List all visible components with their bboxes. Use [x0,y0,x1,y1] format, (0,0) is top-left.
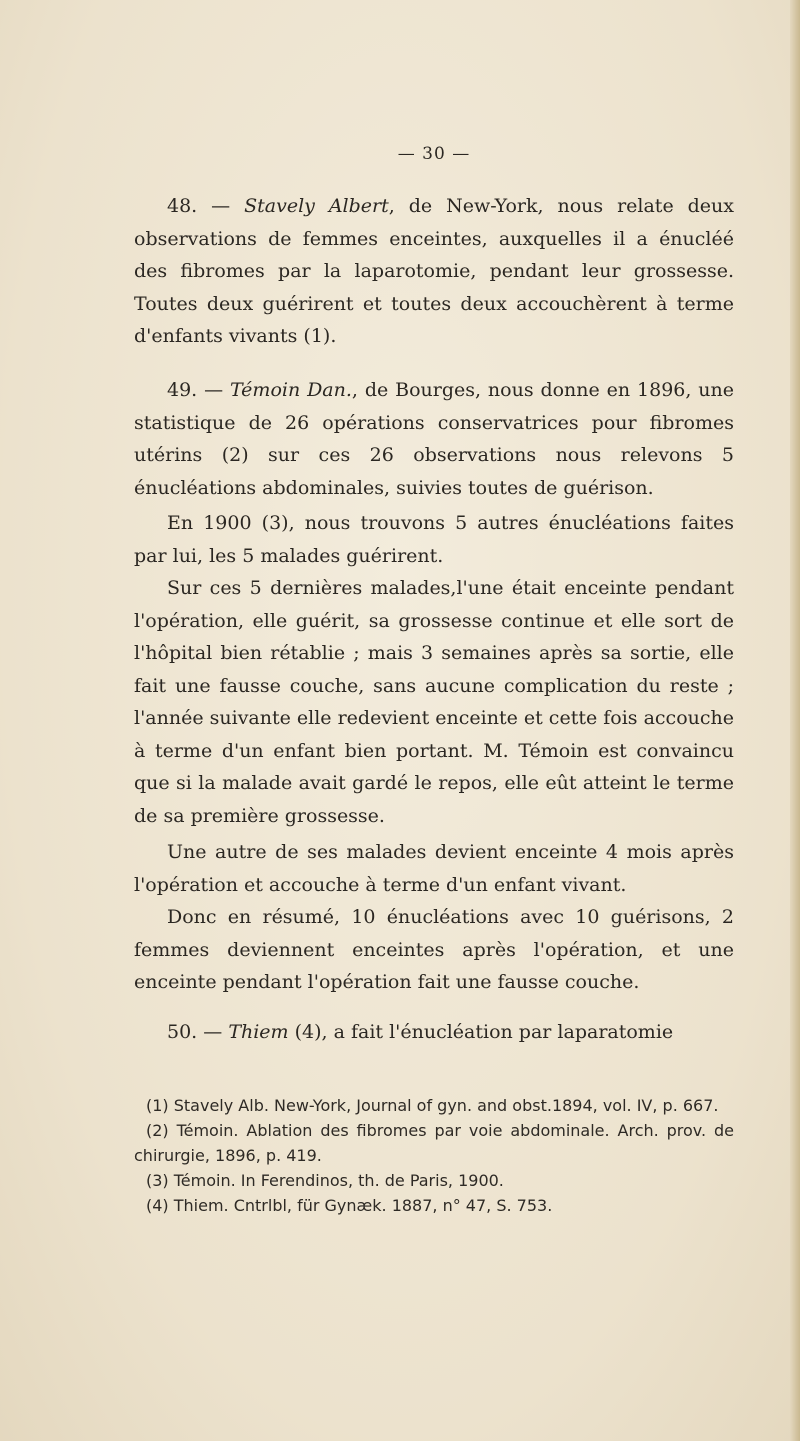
footnote-2: (2) Témoin. Ablation des fibromes par voie abdominale. Arch. prov. de chirurgie, 1896, p. 419. [134,1121,734,1165]
paragraph-49-b: En 1900 (3), nous trouvons 5 autres énucléations faites par lui, les 5 malades guérirent. [134,512,734,567]
footnotes [134,1093,734,1218]
footnote-1: (1) Stavely Alb. New-York, Journal of gyn. and obst.1894, vol. IV, p. 667. [146,1096,719,1115]
paragraph-49-d: Une autre de ses malades devient enceinte 4 mois après l'opération et accouche à terme d'un enfant vivant. [134,841,734,896]
author-name: Thiem [228,1021,289,1043]
entry-number: 50. — [167,1021,223,1043]
paragraph-49-c: Sur ces 5 dernières malades,l'une était enceinte pendant l'opération, elle guérit, sa grossesse continue et elle sort de l'hôpital bien rétablie ; mais 3 semaines après sa sortie, elle fait une fausse couche, sans aucune complication du reste ; l'année suivante elle redevient enceinte et cette fois accouche à terme d'un enfant bien portant. M. Témoin est convaincu que si la malade avait gardé le repos, elle eût atteint le terme de sa première grossesse. [134,577,734,827]
page-edge [790,0,800,1441]
entry-number: 49. — [167,379,224,401]
author-name: Témoin Dan. [229,379,352,401]
page-number: — 30 — [397,144,471,164]
paragraph-48 [134,190,734,353]
paragraph-text: (4), a fait l'énucléation par laparatomie [288,1021,674,1043]
footnote-3: (3) Témoin. In Ferendinos, th. de Paris, 1900. [146,1171,504,1190]
paragraph-49-e: Donc en résumé, 10 énucléations avec 10 guérisons, 2 femmes deviennent enceintes après l'opération, et une enceinte pendant l'opération fait une fausse couche. [134,906,734,993]
author-name: Stavely Albert [244,195,389,217]
entry-number: 48. — [167,195,231,217]
footnote-4: (4) Thiem. Cntrlbl, für Gynæk. 1887, n° 47, S. 753. [146,1196,553,1215]
paragraph-50 [134,1016,734,1049]
paragraph-text: , de New-York, nous relate deux observations de femmes enceintes, auxquelles il a énucléé des fibromes par la laparotomie, pendant leur grossesse. Toutes deux guérirent et toutes deux accouchèrent à terme d'enfants vivants (1). [134,195,734,347]
paragraph-text: , de Bourges, nous donne en 1896, une statistique de 26 opérations conservatrices pour fibromes utérins (2) sur ces 26 observations nous relevons 5 énucléations abdominales, suivies toutes de guérison. [134,379,734,499]
paragraph-49 [134,374,734,504]
